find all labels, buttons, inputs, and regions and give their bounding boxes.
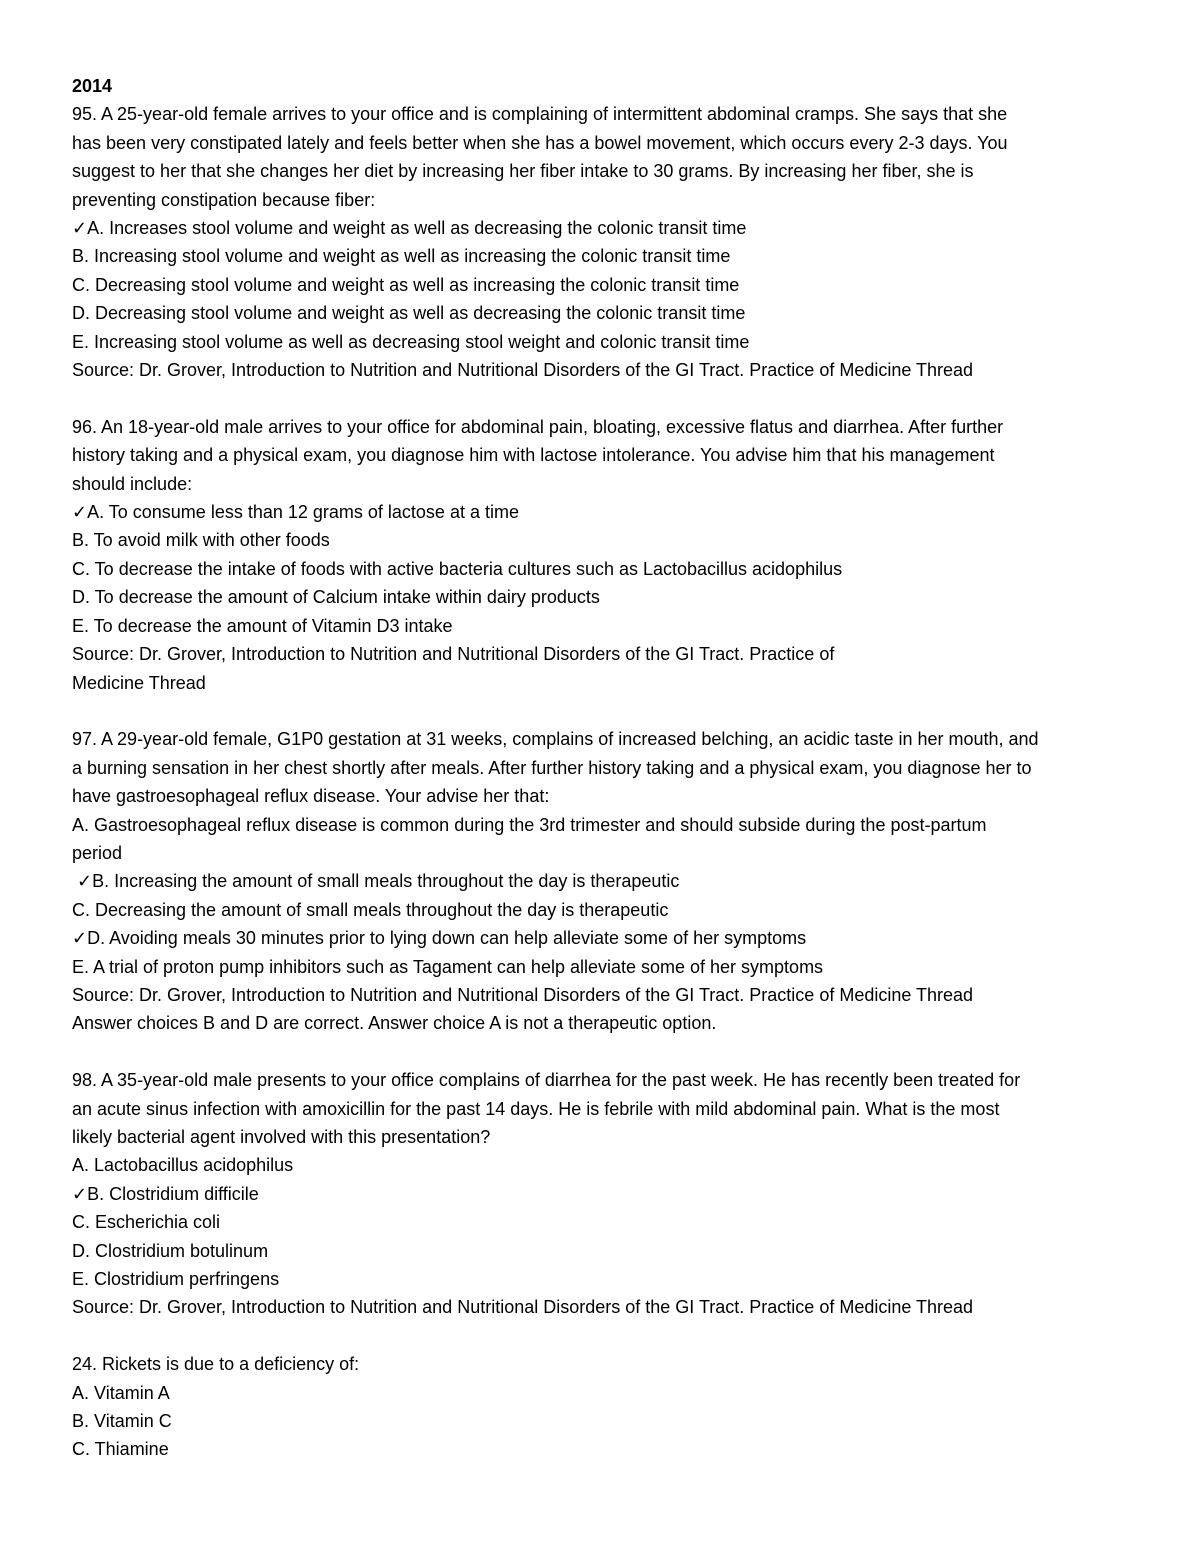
source-note: Source: Dr. Grover, Introduction to Nutrition and Nutritional Disorders of the GI Tract. Practice of [72,644,835,665]
question-block [72,1066,1140,1322]
question-stem-line: suggest to her that she changes her diet by increasing her fiber intake to 30 grams. By increasing her fiber, she is [72,161,974,182]
document-year: 2014 [72,76,113,96]
question-stem-line: an acute sinus infection with amoxicillin for the past 14 days. He is febrile with mild abdominal pain. What is the most [72,1098,1000,1119]
question-block [72,1350,1140,1464]
question-stem-line: 96. An 18-year-old male arrives to your office for abdominal pain, bloating, excessive flatus and diarrhea. After further [72,416,1004,437]
answer-option: C. To decrease the intake of foods with active bacteria cultures such as Lactobacillus acidophilus [72,558,843,579]
question-stem-line: history taking and a physical exam, you diagnose him with lactose intolerance. You advise him that his management [72,445,995,466]
question-stem-line: 95. A 25-year-old female arrives to your office and is complaining of intermittent abdominal cramps. She says that she [72,104,1008,125]
question-stem-line: should include: [72,473,193,494]
question-stem-line: have gastroesophageal reflux disease. Your advise her that: [72,786,550,807]
answer-option: C. Thiamine [72,1439,169,1460]
answer-option: ✓B. Increasing the amount of small meals throughout the day is therapeutic [72,871,680,892]
answer-option: ✓A. Increases stool volume and weight as well as decreasing the colonic transit time [72,218,747,239]
question-block [72,100,1140,384]
source-note: Source: Dr. Grover, Introduction to Nutrition and Nutritional Disorders of the GI Tract. Practice of Medicine Thread [72,1297,974,1318]
answer-option: E. To decrease the amount of Vitamin D3 intake [72,615,453,636]
source-note: Answer choices B and D are correct. Answer choice A is not a therapeutic option. [72,1013,717,1034]
answer-option: period [72,842,123,863]
question-stem-line: 98. A 35-year-old male presents to your office complains of diarrhea for the past week. He has recently been treated for [72,1070,1021,1091]
answer-option: ✓D. Avoiding meals 30 minutes prior to lying down can help alleviate some of her symptoms [72,928,807,949]
answer-option: B. To avoid milk with other foods [72,530,330,551]
answer-option: A. Vitamin A [72,1382,170,1403]
question-stem-line: 24. Rickets is due to a deficiency of: [72,1354,360,1375]
source-note: Medicine Thread [72,672,206,693]
answer-option: C. Decreasing stool volume and weight as well as increasing the colonic transit time [72,274,740,295]
answer-option: E. Clostridium perfringens [72,1269,280,1290]
question-stem-line: a burning sensation in her chest shortly after meals. After further history taking and a physical exam, you diagnose her to [72,757,1032,778]
answer-option: B. Increasing stool volume and weight as well as increasing the colonic transit time [72,246,731,267]
source-note: Source: Dr. Grover, Introduction to Nutrition and Nutritional Disorders of the GI Tract. Practice of Medicine Thread [72,984,974,1005]
question-list [72,100,1140,1463]
answer-option: ✓A. To consume less than 12 grams of lactose at a time [72,502,519,523]
question-stem-line: 97. A 29-year-old female, G1P0 gestation at 31 weeks, complains of increased belching, an acidic taste in her mouth, and [72,729,1039,750]
answer-option: D. Decreasing stool volume and weight as well as decreasing the colonic transit time [72,303,746,324]
question-block [72,725,1140,1037]
answer-option: C. Decreasing the amount of small meals throughout the day is therapeutic [72,899,669,920]
answer-option: C. Escherichia coli [72,1212,221,1233]
answer-option: A. Gastroesophageal reflux disease is common during the 3rd trimester and should subside during the post-partum [72,814,987,835]
source-note: Source: Dr. Grover, Introduction to Nutrition and Nutritional Disorders of the GI Tract. Practice of Medicine Thread [72,360,974,381]
answer-option: D. Clostridium botulinum [72,1240,269,1261]
answer-option: E. Increasing stool volume as well as decreasing stool weight and colonic transit time [72,331,750,352]
answer-option: B. Vitamin C [72,1411,172,1432]
question-stem-line: has been very constipated lately and feels better when she has a bowel movement, which occurs every 2-3 days. You [72,132,1008,153]
answer-option: D. To decrease the amount of Calcium intake within dairy products [72,587,600,608]
answer-option: ✓B. Clostridium difficile [72,1183,259,1204]
answer-option: E. A trial of proton pump inhibitors such as Tagament can help alleviate some of her symptoms [72,956,824,977]
question-block [72,413,1140,697]
question-stem-line: likely bacterial agent involved with this presentation? [72,1126,491,1147]
answer-option: A. Lactobacillus acidophilus [72,1155,294,1176]
question-stem-line: preventing constipation because fiber: [72,189,376,210]
